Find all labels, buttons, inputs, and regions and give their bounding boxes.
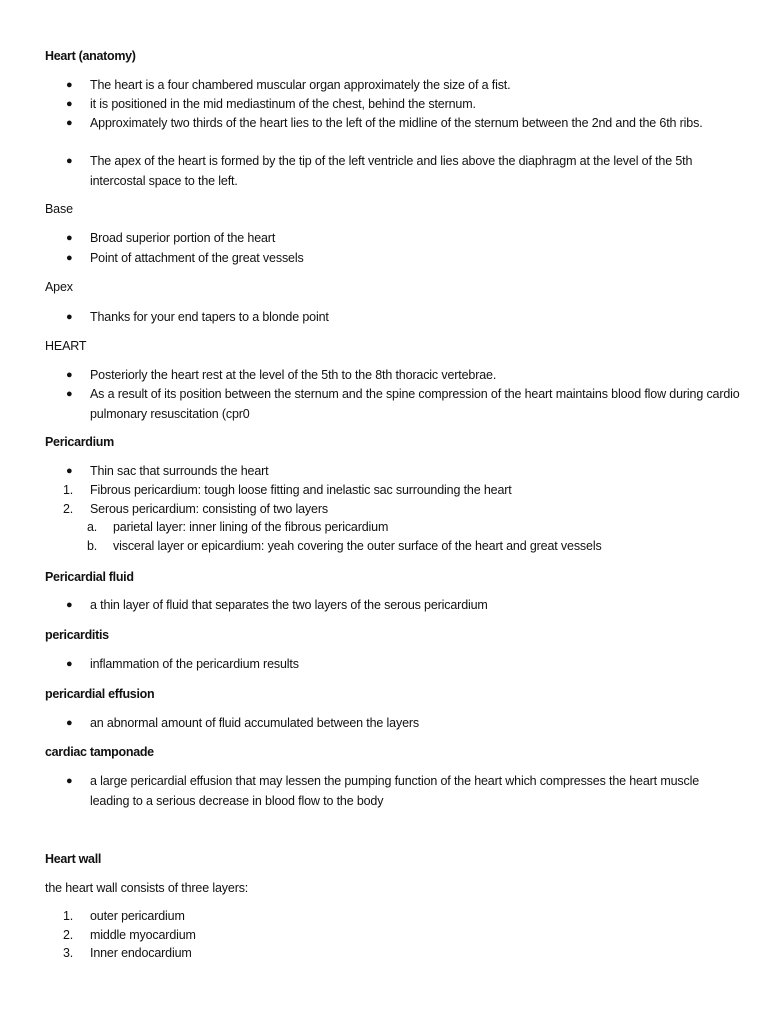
bullet-icon: ●	[66, 369, 73, 381]
lettered-item	[87, 537, 733, 557]
list-number: 3.	[63, 946, 74, 960]
bullet-text: The apex of the heart is formed by the tip of the left ventricle and lies above the diaphragm at the level of the 5th intercostal space to the left.	[90, 154, 693, 188]
bullet-icon: ●	[66, 117, 73, 129]
numbered-text: Fibrous pericardium: tough loose fitting and inelastic sac surrounding the heart	[90, 483, 512, 497]
bullet-icon: ●	[66, 465, 73, 477]
bullet-item	[66, 229, 740, 249]
heading-pericardial-effusion: pericardial effusion	[45, 687, 155, 701]
numbered-item	[63, 481, 740, 501]
list-number: 1.	[63, 483, 74, 497]
bullet-icon: ●	[66, 388, 73, 400]
list-number: 2.	[63, 928, 74, 942]
bullet-item	[66, 95, 740, 115]
bullet-icon: ●	[66, 98, 73, 110]
bullet-icon: ●	[66, 311, 73, 323]
heading-base: Base	[45, 202, 73, 216]
numbered-text: Inner endocardium	[90, 946, 192, 960]
lettered-text: visceral layer or epicardium: yeah covering the outer surface of the heart and great vessels	[113, 539, 602, 553]
bullet-text: Posteriorly the heart rest at the level of the 5th to the 8th thoracic vertebrae.	[90, 368, 497, 382]
numbered-text: middle myocardium	[90, 928, 196, 942]
bullet-icon: ●	[66, 717, 73, 729]
bullet-text: a large pericardial effusion that may lessen the pumping function of the heart which compresses the heart muscle leading to a serious decrease in blood flow to the body	[90, 774, 700, 808]
bullet-text: The heart is a four chambered muscular organ approximately the size of a fist.	[90, 78, 511, 92]
heading-heart: HEART	[45, 339, 87, 353]
bullet-icon: ●	[66, 658, 73, 670]
lettered-text: parietal layer: inner lining of the fibrous pericardium	[113, 520, 389, 534]
heading-heart-anatomy: Heart (anatomy)	[45, 49, 136, 63]
heading-pericardium: Pericardium	[45, 435, 114, 449]
lettered-item	[87, 518, 733, 538]
bullet-icon: ●	[66, 599, 73, 611]
bullet-icon: ●	[66, 155, 73, 167]
bullet-item	[66, 308, 740, 328]
bullet-item	[66, 772, 740, 811]
bullet-item	[66, 366, 740, 386]
bullet-icon: ●	[66, 79, 73, 91]
bullet-item	[66, 655, 740, 675]
bullet-icon: ●	[66, 775, 73, 787]
numbered-text: outer pericardium	[90, 909, 185, 923]
list-number: 1.	[63, 909, 74, 923]
bullet-text: Broad superior portion of the heart	[90, 231, 276, 245]
bullet-text: it is positioned in the mid mediastinum of the chest, behind the sternum.	[90, 97, 476, 111]
list-number: 2.	[63, 502, 74, 516]
bullet-item	[66, 249, 740, 269]
heading-apex: Apex	[45, 280, 73, 294]
bullet-text: an abnormal amount of fluid accumulated between the layers	[90, 716, 420, 730]
numbered-item	[63, 500, 740, 520]
heading-pericarditis: pericarditis	[45, 628, 109, 642]
bullet-item	[66, 714, 740, 734]
numbered-item	[63, 944, 740, 964]
bullet-text: a thin layer of fluid that separates the two layers of the serous pericardium	[90, 598, 488, 612]
bullet-text: inflammation of the pericardium results	[90, 657, 299, 671]
numbered-item	[63, 926, 740, 946]
list-letter: a.	[87, 520, 98, 534]
bullet-text: Thin sac that surrounds the heart	[90, 464, 269, 478]
heading-cardiac-tamponade: cardiac tamponade	[45, 745, 154, 759]
bullet-text: Point of attachment of the great vessels	[90, 251, 304, 265]
bullet-item	[66, 152, 740, 191]
list-letter: b.	[87, 539, 98, 553]
bullet-icon: ●	[66, 232, 73, 244]
bullet-item	[66, 76, 740, 96]
bullet-text: As a result of its position between the sternum and the spine compression of the heart maintains blood flow during cardio pulmonary resuscitation (cpr0	[90, 387, 740, 421]
bullet-icon: ●	[66, 252, 73, 264]
numbered-item	[63, 907, 740, 927]
numbered-text: Serous pericardium: consisting of two layers	[90, 502, 328, 516]
heading-pericardial-fluid: Pericardial fluid	[45, 570, 134, 584]
bullet-text: Approximately two thirds of the heart lies to the left of the midline of the sternum between the 2nd and the 6th ribs.	[90, 116, 703, 130]
bullet-item	[66, 114, 740, 134]
heart-wall-intro: the heart wall consists of three layers:	[45, 881, 249, 895]
heading-heart-wall: Heart wall	[45, 852, 102, 866]
bullet-text: Thanks for your end tapers to a blonde point	[90, 310, 329, 324]
bullet-item	[66, 462, 740, 482]
bullet-item	[66, 596, 740, 616]
bullet-item	[66, 385, 740, 424]
